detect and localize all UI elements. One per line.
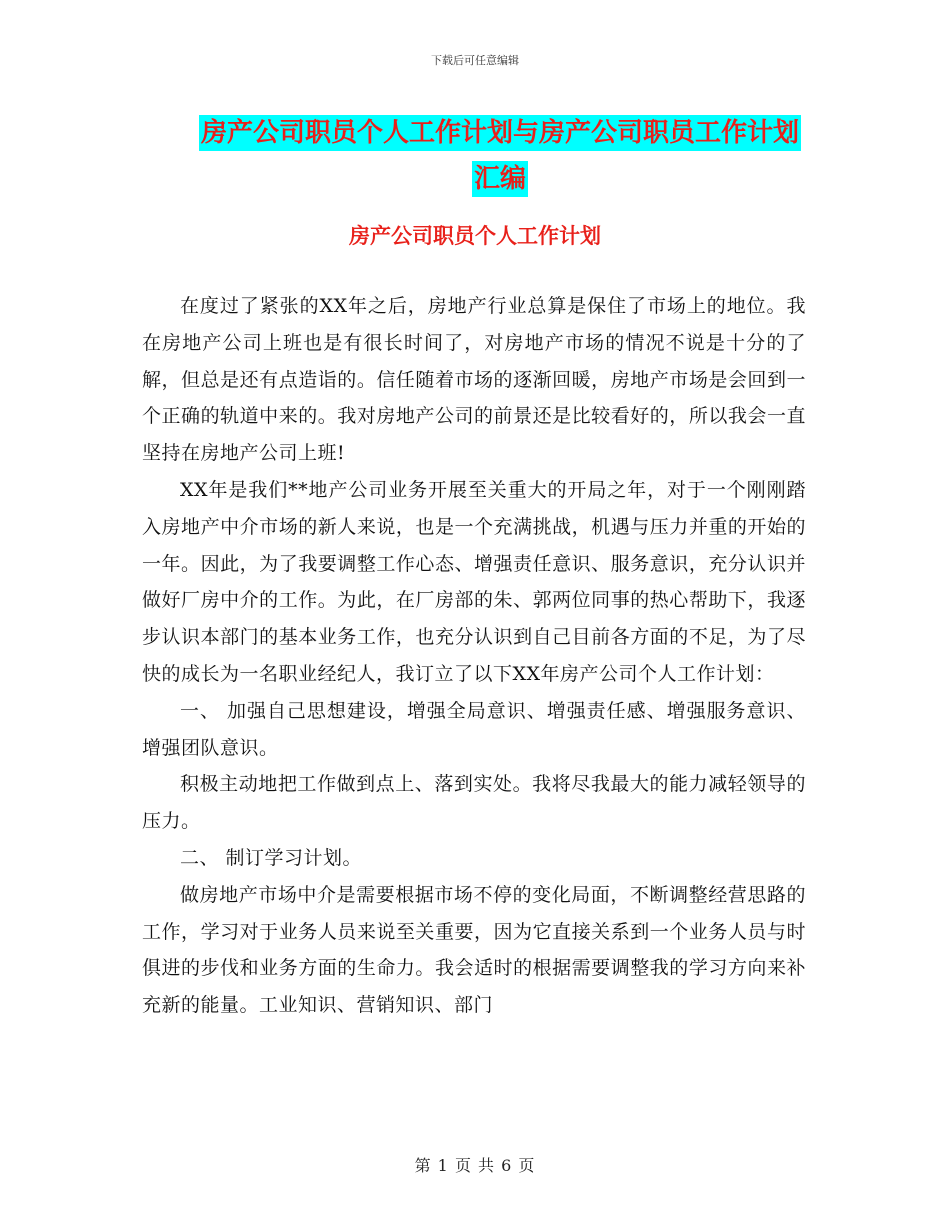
document-title-line-1: 房产公司职员个人工作计划与房产公司职员工作计划 <box>199 115 801 151</box>
paragraph-point-one: 一、 加强自己思想建设，增强全局意识、增强责任感、增强服务意识、增强团队意识。 <box>142 699 806 759</box>
section-title: 房产公司职员个人工作计划 <box>349 224 601 248</box>
document-body <box>142 288 806 1024</box>
paragraph-point-two-detail: 做房地产市场中介是需要根据市场不停的变化局面，不断调整经营思路的工作，学习对于业务人员来说至关重要，因为它直接关系到一个业务人员与时俱进的步伐和业务方面的生命力。我会适时的根据需要调整我的学习方向来补充新的能量。工业知识、营销知识、部门 <box>142 883 806 1017</box>
page-header-note: 下载后可任意编辑 <box>431 54 519 67</box>
paragraph-plan-overview: XX年是我们**地产公司业务开展至关重大的开局之年，对于一个刚刚踏入房地产中介市场的新人来说，也是一个充满挑战，机遇与压力并重的开始的一年。因此，为了我要调整工作心态、增强责任意识、服务意识，充分认识并做好厂房中介的工作。为此，在厂房部的朱、郭两位同事的热心帮助下，我逐步认识本部门的基本业务工作，也充分认识到自己目前各方面的不足，为了尽快的成长为一名职业经纪人，我订立了以下XX年房产公司个人工作计划： <box>142 478 806 685</box>
page-footer: 第 1 页 共 6 页 <box>414 1156 536 1175</box>
document-title <box>190 110 810 202</box>
paragraph-intro: 在度过了紧张的XX年之后，房地产行业总算是保住了市场上的地位。我在房地产公司上班也是有很长时间了，对房地产市场的情况不说是十分的了解，但总是还有点造诣的。信任随着市场的逐渐回暖，房地产市场是会回到一个正确的轨道中来的。我对房地产公司的前景还是比较看好的，所以我会一直坚持在房地产公司上班! <box>142 295 806 465</box>
paragraph-point-two: 二、 制订学习计划。 <box>180 846 363 869</box>
document-title-line-2: 汇编 <box>472 161 528 197</box>
paragraph-point-one-detail: 积极主动地把工作做到点上、落到实处。我将尽我最大的能力减轻领导的压力。 <box>142 773 806 833</box>
